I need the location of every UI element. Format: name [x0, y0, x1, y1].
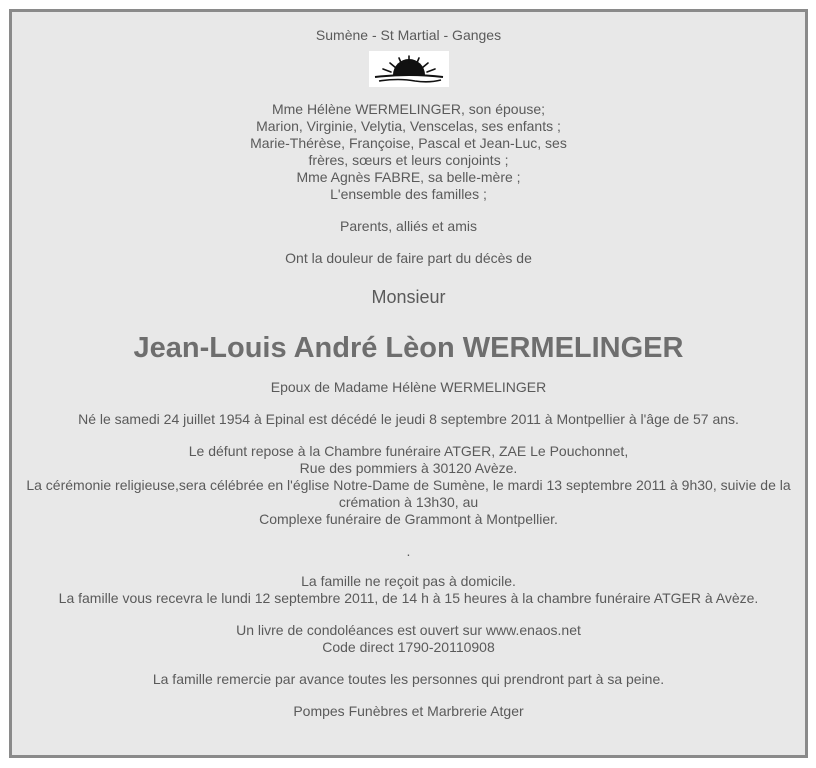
places-line: Sumène - St Martial - Ganges	[315, 27, 502, 43]
spouse-line: Epoux de Madame Hélène WERMELINGER	[270, 379, 547, 395]
family-line: Mme Hélène WERMELINGER, son épouse;	[271, 101, 546, 117]
title-monsieur: Monsieur	[371, 287, 446, 307]
birth-death-line: Né le samedi 24 juillet 1954 à Epinal est décédé le jeudi 8 septembre 2011 à Montpellier à l'âge de 57 ans.	[78, 411, 739, 427]
separator-dot: .	[406, 543, 411, 559]
family-line: Marion, Virginie, Velytia, Venscelas, ses enfants ;	[256, 118, 561, 134]
reception-line: La famille ne reçoit pas à domicile.	[301, 573, 516, 589]
funeral-home-line: Pompes Funèbres et Marbrerie Atger	[293, 703, 524, 719]
family-line: frères, sœurs et leurs conjoints ;	[308, 152, 509, 168]
condolences-block	[12, 622, 805, 656]
obituary-content	[12, 12, 805, 720]
ceremony-line: Rue des pommiers à 30120 Avèze.	[299, 460, 518, 476]
family-line: L'ensemble des familles ;	[330, 186, 487, 202]
ceremony-line: Complexe funéraire de Grammont à Montpellier.	[259, 511, 558, 527]
announcement-line: Ont la douleur de faire part du décès de	[285, 250, 532, 266]
family-list	[12, 101, 805, 203]
reception-line: La famille vous recevra le lundi 12 septembre 2011, de 14 h à 15 heures à la chambre funéraire ATGER à Avèze.	[58, 590, 759, 606]
thanks-line: La famille remercie par avance toutes les personnes qui prendront part à sa peine.	[152, 671, 665, 687]
relatives-line: Parents, alliés et amis	[340, 218, 477, 234]
condolences-line: Un livre de condoléances est ouvert sur www.enaos.net	[236, 622, 581, 638]
reception-block	[12, 573, 805, 607]
ceremony-line: Le défunt repose à la Chambre funéraire ATGER, ZAE Le Pouchonnet,	[188, 443, 629, 459]
sunrise-logo-icon	[369, 51, 449, 87]
deceased-name: Jean-Louis André Lèon WERMELINGER	[133, 332, 684, 364]
ceremony-line: La cérémonie religieuse,sera célébrée en l'église Notre-Dame de Sumène, le mardi 13 septembre 2011 à 9h30, suivie de la crémation à 13h30, au	[26, 477, 791, 510]
family-line: Marie-Thérèse, Françoise, Pascal et Jean-Luc, ses	[250, 135, 567, 151]
obituary-card	[9, 9, 808, 758]
condolences-line: Code direct 1790-20110908	[322, 639, 495, 655]
family-line: Mme Agnès FABRE, sa belle-mère ;	[296, 169, 521, 185]
ceremony-block	[12, 443, 805, 528]
